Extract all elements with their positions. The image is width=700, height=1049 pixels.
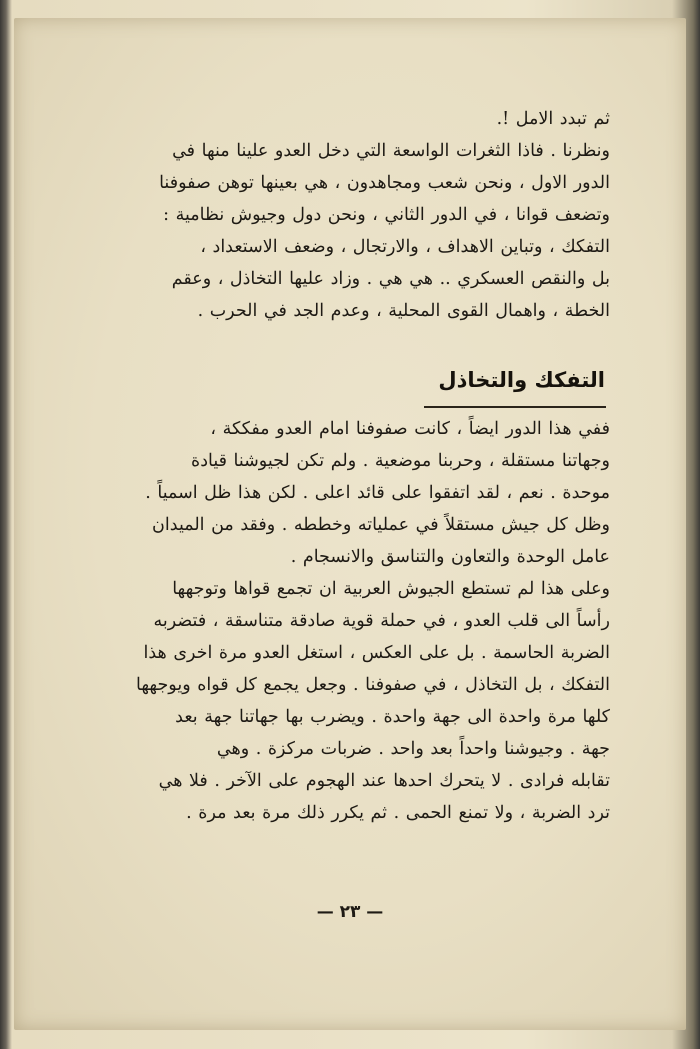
text-line: موحدة . نعم ، لقد اتفقوا على قائد اعلى . لكن هذا ظل اسمياً . [145,483,610,503]
text-line: الضربة الحاسمة . بل على العكس ، استغل العدو مرة اخرى هذا [143,643,610,663]
text-line: رأساً الى قلب العدو ، في حملة قوية صادقة متناسقة ، فتضربه [153,611,610,631]
section-heading: التفكك والتخاذل [438,368,605,392]
text-line: كلها مرة واحدة الى جهة واحدة . ويضرب بها جهاتنا جهة بعد [175,707,610,727]
text-line: جهة . وجيوشنا واحداً بعد واحد . ضربات مركزة . وهي [216,739,610,759]
text-line: وجهاتنا مستقلة ، وحربنا موضعية . ولم تكن لجيوشنا قيادة [191,451,610,471]
text-line: ففي هذا الدور ايضاً ، كانت صفوفنا امام العدو مفككة ، [210,419,610,439]
text-line: عامل الوحدة والتعاون والتناسق والانسجام . [290,547,610,567]
heading-underline [424,406,606,408]
text-line: بل والنقص العسكري .. هي هي . وزاد عليها التخاذل ، وعقم [171,269,610,289]
text-line: الدور الاول ، ونحن شعب ومجاهدون ، هي بعينها توهن صفوفنا [159,173,610,193]
text-line: وتضعف قوانا ، في الدور الثاني ، ونحن دول وجيوش نظامية : [163,205,610,225]
paragraph-block-1 [118,103,610,327]
text-line: ترد الضربة ، ولا تمنع الحمى . ثم يكرر ذلك مرة بعد مرة . [186,803,610,823]
paragraph-block-2 [118,413,610,829]
text-line: التفكك ، بل التخاذل ، في صفوفنا . وجعل يجمع كل قواه ويوجهها [136,675,610,695]
text-line: الخطة ، واهمال القوى المحلية ، وعدم الجد في الحرب . [197,301,610,321]
text-line: وعلى هذا لم تستطع الجيوش العربية ان تجمع قواها وتوجهها [172,579,610,599]
text-line: التفكك ، وتباين الاهداف ، والارتجال ، وضعف الاستعداد ، [200,237,610,257]
text-line: تقابله فرادى . لا يتحرك احدها عند الهجوم على الآخر . فلا هي [158,771,610,791]
text-line: ونظرنا . فاذا الثغرات الواسعة التي دخل العدو علينا منها في [172,141,610,161]
text-line: وظل كل جيش مستقلاً في عملياته وخططه . وفقد من الميدان [152,515,610,535]
page-number: — ٢٣ — [316,902,384,922]
text-line: ثم تبدد الامل !. [496,109,610,129]
